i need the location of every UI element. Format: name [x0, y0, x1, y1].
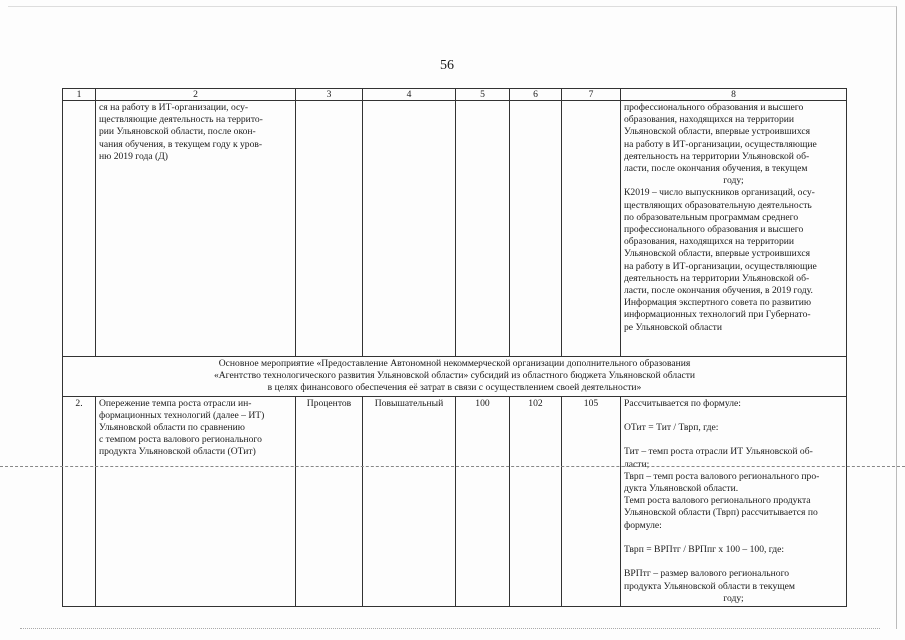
text-line: Рассчитывается по формуле: [624, 397, 741, 409]
text-line: году; [723, 592, 744, 604]
header-cell: 3 [296, 89, 363, 101]
table-row [63, 101, 847, 357]
indicator-cell [96, 101, 296, 357]
text-line: Ульяновской области (Твpп) рассчитывается по [624, 507, 818, 519]
unit-cell: Процентов [296, 396, 363, 606]
text-line: формуле: [624, 519, 662, 531]
formula-line: ОТит = Тит / Твpп, где: [624, 422, 719, 434]
value-cell: 100 [456, 396, 510, 606]
section-line: Основное мероприятие «Предоставление Автономной некоммерческой организации дополнительного образования [218, 358, 691, 369]
text-line: чания обучения, в текущем году к уров- [99, 138, 263, 150]
text-line: Ульяновской области, впервые устроившихся [624, 126, 811, 138]
text-line: по образовательным программам среднего [624, 211, 799, 223]
row-number-cell [63, 101, 96, 357]
text-line: деятельность на территории Ульяновской об- [624, 272, 810, 284]
table-row [63, 396, 847, 606]
text-line: образования, находящихся на территории [624, 114, 795, 126]
section-line: в целях финансового обеспечения её затрат в связи с осуществлением своей деятельности» [267, 382, 642, 394]
text-line: ществляющих образовательную деятельность [624, 199, 812, 211]
text-line: ласти; [624, 458, 650, 470]
text-line: Ульяновской области, впервые устроившихся [624, 248, 811, 260]
header-cell: 6 [510, 89, 562, 101]
text-line: продукта Ульяновской области в текущем [624, 580, 795, 592]
text-line: Твpп – темп роста валового регионального про- [624, 470, 820, 482]
text-line: году; [723, 175, 744, 187]
text-line: ся на работу в ИТ-организации, осу- [99, 102, 249, 113]
text-line: ВРПтг – размер валового регионального [624, 568, 790, 580]
header-cell: 7 [562, 89, 621, 101]
text-line: на работу в ИТ-организации, осуществляющие [624, 138, 817, 150]
text-line: Тит – темп роста отрасли ИТ Ульяновской об- [624, 446, 813, 458]
text-line: на работу в ИТ-организации, осуществляющие [624, 260, 817, 272]
text-line: Темп роста валового регионального продукта [624, 495, 811, 507]
row-number-cell: 2. [63, 396, 96, 606]
text-line: профессионального образования и высшего [624, 224, 804, 236]
text-line [624, 410, 843, 422]
text-line: Ульяновской области по сравнению [99, 422, 245, 434]
scan-artifact-line [20, 628, 880, 629]
text-line [624, 556, 843, 568]
section-title [63, 357, 847, 397]
text-line: ню 2019 года (Д) [99, 150, 168, 162]
value-cell [562, 101, 621, 357]
header-cell: 4 [363, 89, 456, 101]
text-line: дукта Ульяновской области. [624, 483, 739, 495]
text-line: информационных технологий при Губернато- [624, 309, 811, 321]
header-cell: 2 [96, 89, 296, 101]
indicator-table [62, 88, 847, 607]
header-cell: 8 [621, 89, 847, 101]
text-line: профессионального образования и высшего [624, 102, 804, 113]
unit-cell [296, 101, 363, 357]
scan-artifact-line [0, 466, 905, 467]
text-line: образования, находящихся на территории [624, 236, 795, 248]
text-line: ласти, после окончания обучения, в текущем [624, 163, 808, 175]
indicator-cell [96, 396, 296, 606]
method-cell [621, 101, 847, 357]
text-line: рии Ульяновской области, после окон- [99, 126, 256, 138]
page-number: 56 [440, 58, 454, 73]
text-line: Информация экспертного совета по развитию [624, 297, 812, 309]
method-cell [621, 396, 847, 606]
formula-line: Твpп = ВРПтг / ВРПпг х 100 – 100, где: [624, 544, 785, 556]
header-row [63, 89, 847, 101]
value-cell [456, 101, 510, 357]
text-line: ласти, после окончания обучения, в 2019 году. [624, 285, 813, 297]
text-line: К2019 – число выпускников организаций, осу- [624, 187, 815, 199]
text-line: деятельность на территории Ульяновской об- [624, 150, 810, 162]
section-row [63, 357, 847, 397]
value-cell [510, 101, 562, 357]
text-line [624, 434, 843, 446]
text-line: ществляющие деятельность на террито- [99, 114, 263, 126]
text-line: ре Ульяновской области [624, 321, 722, 333]
type-cell: Повышательный [363, 396, 456, 606]
header-cell: 1 [63, 89, 96, 101]
header-cell: 5 [456, 89, 510, 101]
type-cell [363, 101, 456, 357]
text-line: продукта Ульяновской области (ОТит) [99, 446, 256, 458]
text-line: формационных технологий (далее – ИТ) [99, 409, 265, 421]
value-cell: 105 [562, 396, 621, 606]
text-line: с темпом роста валового регионального [99, 434, 262, 446]
text-line [624, 532, 843, 544]
text-line: Опережение темпа роста отрасли ин- [99, 397, 252, 409]
section-line: «Агентство технологического развития Ульяновской области» субсидий из областного бюджета Ульяновской области [213, 370, 696, 382]
value-cell: 102 [510, 396, 562, 606]
